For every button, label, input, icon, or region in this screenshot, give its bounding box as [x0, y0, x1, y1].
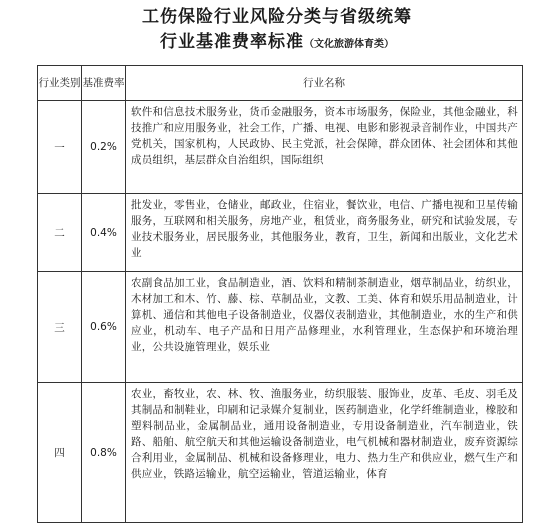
rate-cell: 0.2% — [82, 101, 126, 194]
table-header-row — [38, 66, 523, 101]
industry-cell: 农业，畜牧业，农、林、牧、渔服务业，纺织服装、服饰业，皮革、毛皮、羽毛及其制品和制鞋业，印刷和记录媒介复制业，医药制造业，化学纤维制造业，橡胶和塑料制品业，金属制品业，通用设备制造业，专用设备制造业，汽车制造业，铁路、船舶、航空航天和其他运输设备制造业，电气机械和器材制造业，废弃资源综合利用业，金属制品、机械和设备修理业，电力、热力生产和供应业，燃气生产和供应业，铁路运输业，航空运输业，管道运输业，体育 — [126, 383, 523, 523]
category-cell: 四 — [38, 383, 82, 523]
table-row — [38, 101, 523, 194]
industry-cell: 批发业，零售业，仓储业，邮政业，住宿业，餐饮业，电信、广播电视和卫星传输服务，互联网和相关服务，房地产业，租赁业，商务服务业，研究和试验发展，专业技术服务业，居民服务业，其他服务业，教育，卫生，新闻和出版业，文化艺术业 — [126, 194, 523, 272]
document-title-main: 行业基准费率标准 — [160, 32, 304, 52]
document-title-line-1: 工伤保险行业风险分类与省级统筹 — [142, 7, 412, 27]
document-title-line-2 — [0, 31, 554, 56]
rate-cell: 0.6% — [82, 272, 126, 383]
industry-cell: 农副食品加工业，食品制造业，酒、饮料和精制茶制造业，烟草制品业，纺织业，木材加工和木、竹、藤、棕、草制品业，文教、工美、体育和娱乐用品制造业，计算机、通信和其他电子设备制造业，仪器仪表制造业，其他制造业，水的生产和供应业，机动车、电子产品和日用产品修理业，水利管理业，生态保护和环境治理业，公共设施管理业，娱乐业 — [126, 272, 523, 383]
rate-cell: 0.4% — [82, 194, 126, 272]
category-cell: 二 — [38, 194, 82, 272]
rate-cell: 0.8% — [82, 383, 126, 523]
header-industry: 行业名称 — [126, 66, 523, 101]
industry-cell: 软件和信息技术服务业，货币金融服务，资本市场服务，保险业，其他金融业，科技推广和应用服务业，社会工作，广播、电视、电影和影视录音制作业，中国共产党机关，国家机构，人民政协、民主党派，社会保障，群众团体、社会团体和其他成员组织，基层群众自治组织，国际组织 — [126, 101, 523, 194]
category-cell: 一 — [38, 101, 82, 194]
table-row — [38, 272, 523, 383]
header-rate: 基准费率 — [82, 66, 126, 101]
category-cell: 三 — [38, 272, 82, 383]
table-row — [38, 383, 523, 523]
header-category: 行业类别 — [38, 66, 82, 101]
table-row — [38, 194, 523, 272]
document-subtitle: （文化旅游体育类） — [304, 39, 394, 50]
rate-table — [37, 65, 523, 523]
